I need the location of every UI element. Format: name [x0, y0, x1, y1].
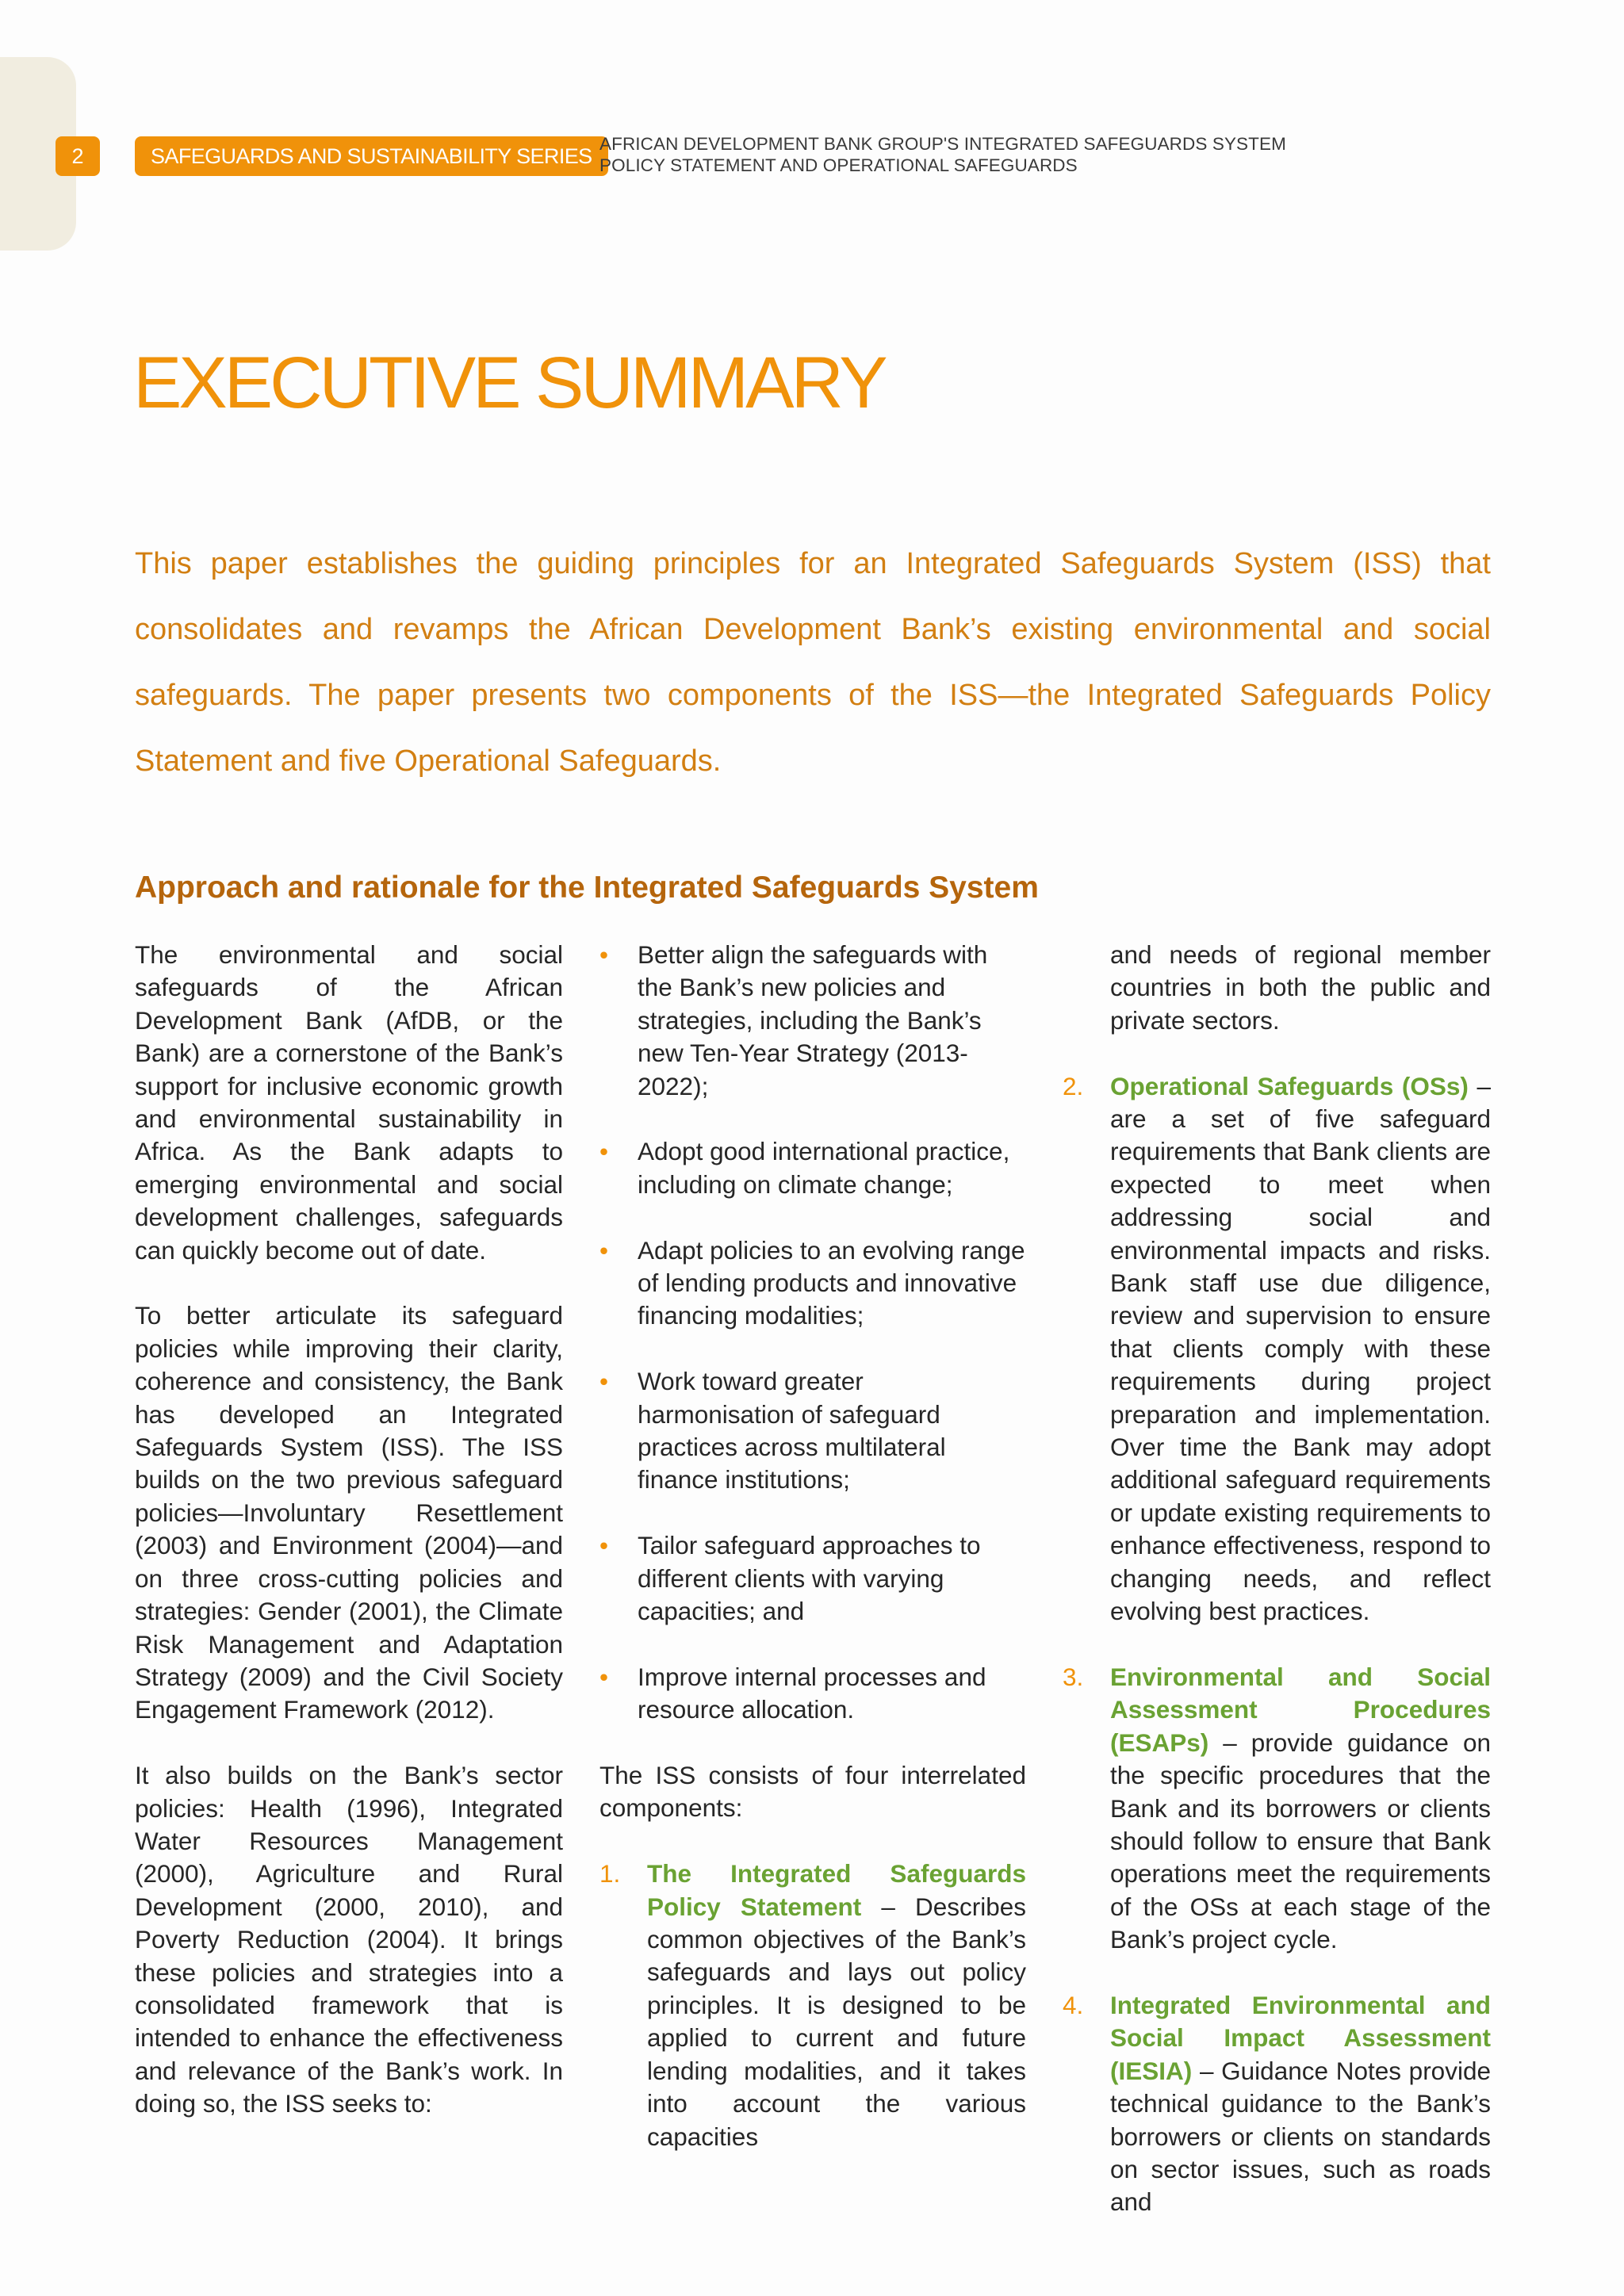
bullet-icon: • [599, 1531, 609, 1560]
item-text: – Describes common objectives of the Bank’s safeguards and lays out policy principles. It is designed to be applied to current and future lending modalities, and it takes into account the various capacities [647, 1892, 1026, 2151]
bullet-icon: • [599, 1235, 609, 1265]
section-heading: Approach and rationale for the Integrated Safeguards System [135, 871, 1039, 905]
list-item: • Adopt good international practice, including on climate change; [599, 1137, 1010, 1199]
column-1 [135, 939, 563, 2153]
running-header-line-1: AFRICAN DEVELOPMENT BANK GROUP'S INTEGRATED SAFEGUARDS SYSTEM [599, 134, 1286, 154]
column-2 [599, 939, 1026, 2186]
bullet-icon: • [599, 1662, 609, 1691]
item-title: Integrated Environmental and Social Impact Assessment (IESIA) [1110, 1990, 1491, 2085]
component-item-3 [1063, 1661, 1491, 1957]
component-item-1 [599, 1858, 1026, 2153]
item-text: – provide guidance on the specific procedures that the Bank and its borrowers or clients should follow to ensure that Bank operations meet the requirements of the OSs at each stage of the Bank’s project cycle. [1110, 1728, 1491, 1954]
bullet-icon: • [599, 1137, 609, 1166]
bullet-icon: • [599, 1367, 609, 1396]
column-3 [1063, 939, 1491, 2252]
running-header [599, 133, 1377, 176]
bullet-icon: • [599, 940, 609, 969]
component-item-1-continued: and needs of regional member countries in both the public and private sectors. [1110, 940, 1491, 1035]
page-title: EXECUTIVE SUMMARY [133, 342, 885, 423]
item-number: 2. [1063, 1071, 1084, 1100]
list-item: • Better align the safeguards with the Bank’s new policies and strategies, including the Bank’s new Ten-Year Strategy (2013-2022); [599, 940, 988, 1100]
list-item: • Adapt policies to an evolving range of lending products and innovative financing modalities; [599, 1235, 1025, 1330]
component-item-2 [1063, 1070, 1491, 1628]
lead-paragraph: This paper establishes the guiding principles for an Integrated Safeguards System (ISS) that consolidates and revamps the African Development Bank’s existing environmental and social safeguards. The paper presents two components of the ISS—the Integrated Safeguards Policy Statement and five Operational Safeguards. [135, 547, 1491, 778]
component-item-4 [1063, 1989, 1491, 2219]
paragraph: To better articulate its safeguard policies while improving their clarity, coherence and consistency, the Bank has developed an Integrated Safeguards System (ISS). The ISS builds on the two previous safeguard policies—Involuntary Resettlement (2003) and Environment (2004)—and on three cross-cutting policies and strategies: Gender (2001), the Climate Risk Management and Adaptation Strategy (2009) and the Civil Society Engagement Framework (2012). [135, 1301, 563, 1724]
item-title: The Integrated Safeguards Policy Statement [647, 1859, 1026, 1921]
objectives-list [599, 939, 1026, 1727]
item-title: Operational Safeguards (OSs) [1110, 1071, 1469, 1100]
paragraph: It also builds on the Bank’s sector policies: Health (1996), Integrated Water Resources Management (2000), Agriculture and Rural Development (2000, 2010), and Poverty Reduction (2004). It brings these policies and strategies into a consolidated framework that is intended to enhance the effectiveness and relevance of the Bank’s work. In doing so, the ISS seeks to: [135, 1761, 563, 2118]
list-item: • Tailor safeguard approaches to different clients with varying capacities; and [599, 1531, 981, 1626]
paragraph: The environmental and social safeguards of the African Development Bank (AfDB, or the Bank) are a cornerstone of the Bank’s support for inclusive economic growth and environmental sustainability in Africa. As the Bank adapts to emerging environmental and social development challenges, safeguards can quickly become out of date. [135, 940, 563, 1265]
item-number: 4. [1063, 1990, 1084, 2019]
list-item: • Work toward greater harmonisation of safeguard practices across multilateral finance institutions; [599, 1367, 946, 1494]
item-text: – Guidance Notes provide technical guidance to the Bank’s borrowers or clients on standards on sector issues, such as roads and [1110, 2056, 1491, 2217]
item-title: Environmental and Social Assessment Procedures (ESAPs) [1110, 1662, 1491, 1757]
components-intro: The ISS consists of four interrelated components: [599, 1761, 1026, 1823]
item-text: – are a set of five safeguard requirements that Bank clients are expected to meet when addressing social and environmental impacts and risks. Bank staff use due diligence, review and supervision to ensure that clients comply with these requirements during project preparation and implementation. Over time the Bank may adopt additional safeguard requirements or update existing requirements to enhance effectiveness, respond to changing needs, and reflect evolving best practices. [1110, 1071, 1491, 1626]
page-number: 2 [56, 136, 100, 176]
series-label: SAFEGUARDS AND SUSTAINABILITY SERIES [135, 136, 608, 176]
item-number: 1. [599, 1859, 621, 1888]
running-header-line-2: POLICY STATEMENT AND OPERATIONAL SAFEGUARDS [599, 155, 1078, 175]
item-number: 3. [1063, 1662, 1084, 1691]
list-item: • Improve internal processes and resource allocation. [599, 1662, 986, 1724]
